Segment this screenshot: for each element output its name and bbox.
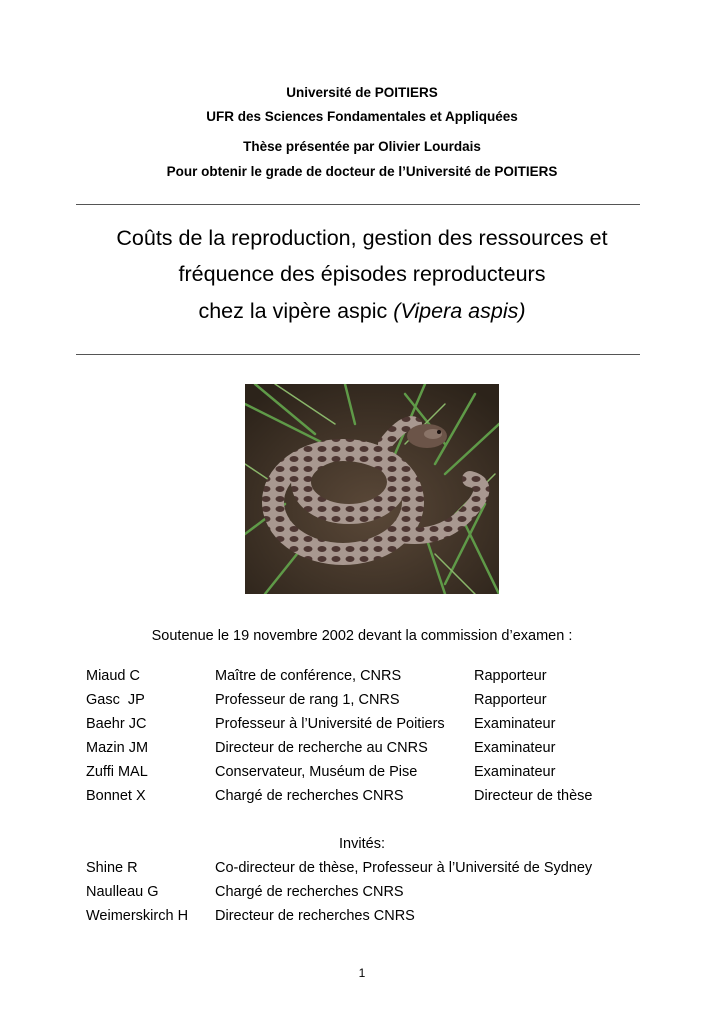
jury-position: Professeur de rang 1, CNRS	[215, 692, 400, 708]
bottom-divider	[76, 354, 640, 355]
jury-row	[0, 715, 724, 735]
guest-row	[0, 883, 724, 903]
jury-name: Gasc JP	[86, 692, 145, 708]
jury-position: Chargé de recherches CNRS	[215, 788, 404, 804]
jury-role: Rapporteur	[474, 692, 547, 708]
title-line-2: fréquence des épisodes reproducteurs	[178, 262, 546, 286]
ufr-name: UFR des Sciences Fondamentales et Appliquées	[206, 109, 518, 124]
guest-position: Co-directeur de thèse, Professeur à l’Université de Sydney	[215, 860, 593, 876]
university-name: Université de POITIERS	[286, 85, 438, 100]
jury-name: Zuffi MAL	[86, 764, 148, 780]
jury-row	[0, 787, 724, 807]
jury-row	[0, 739, 724, 759]
presented-by: Thèse présentée par Olivier Lourdais	[243, 139, 481, 154]
guest-row	[0, 859, 724, 879]
jury-name: Miaud C	[86, 668, 140, 684]
title-line-1: Coûts de la reproduction, gestion des ressources et	[116, 226, 608, 250]
title-line-3	[0, 298, 724, 324]
jury-name: Baehr JC	[86, 716, 147, 732]
jury-name: Mazin JM	[86, 740, 149, 756]
guest-position: Chargé de recherches CNRS	[215, 884, 404, 900]
jury-role: Directeur de thèse	[474, 788, 593, 804]
page-number: 1	[358, 966, 366, 980]
title-line-3-prefix: chez la vipère aspic	[198, 299, 388, 323]
guest-row	[0, 907, 724, 927]
guest-position: Directeur de recherches CNRS	[215, 908, 415, 924]
defense-statement: Soutenue le 19 novembre 2002 devant la commission d’examen :	[151, 628, 573, 644]
guests-heading: Invités:	[339, 836, 385, 852]
guest-name: Shine R	[86, 860, 138, 876]
jury-role: Rapporteur	[474, 668, 547, 684]
jury-role: Examinateur	[474, 764, 556, 780]
jury-name: Bonnet X	[86, 788, 146, 804]
viper-photo	[245, 384, 499, 594]
degree-line: Pour obtenir le grade de docteur de l’Université de POITIERS	[166, 164, 558, 179]
jury-position: Professeur à l’Université de Poitiers	[215, 716, 445, 732]
jury-row	[0, 667, 724, 687]
top-divider	[76, 204, 640, 205]
jury-position: Conservateur, Muséum de Pise	[215, 764, 418, 780]
jury-position: Maître de conférence, CNRS	[215, 668, 402, 684]
guest-name: Naulleau G	[86, 884, 159, 900]
jury-position: Directeur de recherche au CNRS	[215, 740, 428, 756]
species-name: (Vipera aspis)	[393, 299, 526, 323]
guest-name: Weimerskirch H	[86, 908, 189, 924]
jury-row	[0, 763, 724, 783]
jury-role: Examinateur	[474, 740, 556, 756]
jury-row	[0, 691, 724, 711]
jury-role: Examinateur	[474, 716, 556, 732]
